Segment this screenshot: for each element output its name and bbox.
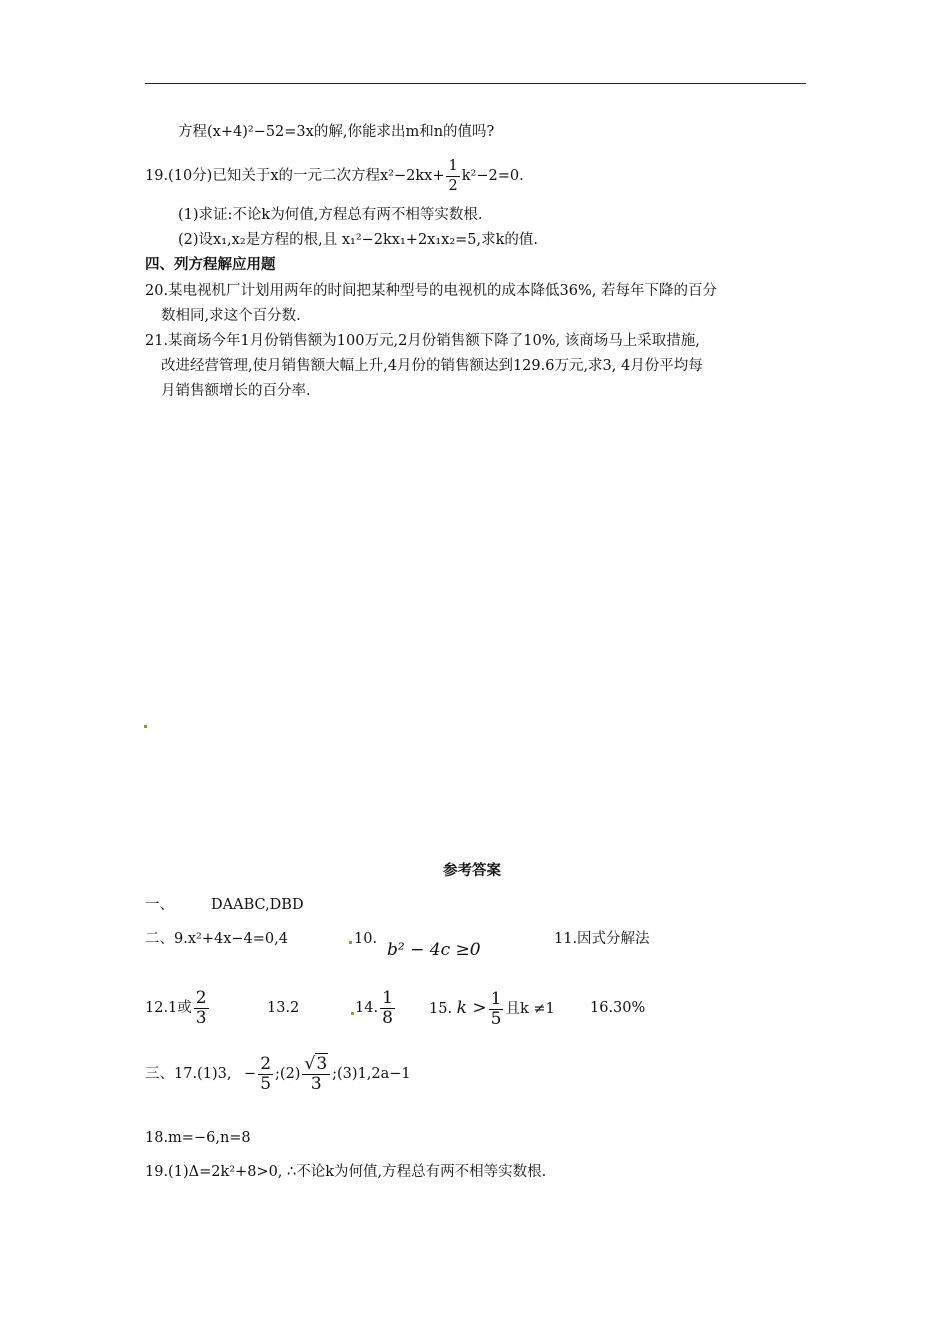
answer-17-f1-num: 2 — [260, 1053, 272, 1074]
answer-17-sqrt-arg: 3 — [316, 1053, 328, 1074]
answer-row1-value: DAABC,DBD — [211, 897, 304, 913]
answer-16: 16.30% — [590, 1000, 646, 1016]
q21-line3: 月销售额增长的百分率. — [161, 383, 311, 399]
answer-17 — [145, 1054, 411, 1094]
q19-part1: (1)求证:不论k为何值,方程总有两不相等实数根. — [178, 207, 483, 223]
q19-fraction — [446, 157, 459, 196]
answer-17-sqrt: √3 — [304, 1053, 328, 1074]
answer-12-fraction — [194, 989, 209, 1028]
answer-17-minus: − — [244, 1066, 257, 1082]
answer-15-fraction — [489, 990, 504, 1029]
q19-frac-num: 1 — [448, 157, 458, 174]
q21-line1: 21.某商场今年1月份销售额为100万元,2月份销售额下降了10%, 该商场马上采取措施, — [145, 333, 700, 349]
answer-row1-label: 一、 — [145, 897, 174, 913]
answers-title: 参考答案 — [443, 863, 501, 879]
answer-17-suffix: ;(3)1,2a−1 — [332, 1066, 411, 1082]
answer-10-label: 10. — [354, 931, 378, 947]
answer-15-label: 15. — [429, 1001, 453, 1017]
q19-stem-suffix: k²−2=0. — [461, 168, 524, 184]
answer-14-fraction — [380, 989, 395, 1028]
speck-mark — [349, 941, 352, 944]
answer-17-fraction1 — [258, 1055, 273, 1094]
header-rule — [145, 83, 806, 84]
answer-10-expr: b² − 4c ≥0 — [387, 940, 481, 960]
q19-stem — [145, 156, 524, 196]
answer-19: 19.(1)Δ=2k²+8>0, ∴不论k为何值,方程总有两不相等实数根. — [145, 1164, 547, 1180]
q20-line2: 数相同,求这个百分数. — [161, 308, 301, 324]
answer-9: 二、9.x²+4x−4=0,4 — [145, 931, 288, 947]
answer-13: 13.2 — [267, 1000, 300, 1016]
answer-17-mid: ;(2) — [275, 1066, 301, 1082]
answer-12 — [145, 988, 211, 1028]
speck-mark — [144, 725, 147, 728]
q21-line2: 改进经营管理,使月销售额大幅上升,4月份的销售额达到129.6万元,求3, 4月份平均每 — [161, 358, 703, 374]
answer-14-den: 8 — [382, 1007, 393, 1028]
answer-17-f1-den: 5 — [260, 1073, 272, 1094]
answer-12-num: 2 — [195, 987, 207, 1008]
speck-mark — [351, 1012, 354, 1015]
answer-12-den: 3 — [195, 1007, 207, 1028]
answer-18: 18.m=−6,n=8 — [145, 1130, 251, 1146]
answer-15-den: 5 — [490, 1008, 502, 1029]
q19-part2: (2)设x₁,x₂是方程的根,且 x₁²−2kx₁+2x₁x₂=5,求k的值. — [178, 232, 539, 248]
answer-15-num: 1 — [490, 988, 502, 1009]
q20-line1: 20.某电视机厂计划用两年的时间把某种型号的电视机的成本降低36%, 若每年下降的百分 — [145, 283, 718, 299]
q19-frac-den: 2 — [448, 177, 458, 194]
answer-14 — [355, 988, 397, 1028]
section4-title: 四、列方程解应用题 — [145, 257, 276, 273]
answer-15 — [429, 988, 555, 1029]
answer-15-suffix: 且k ≠1 — [505, 1001, 555, 1017]
answer-14-label: 14. — [355, 1000, 379, 1016]
answer-15-lhs: k > — [456, 998, 487, 1018]
answer-17-f2-den: 3 — [302, 1074, 330, 1094]
q19-stem-prefix: 19.(10分)已知关于x的一元二次方程x²−2kx+ — [145, 168, 445, 184]
answer-17-prefix: 三、17.(1)3, — [145, 1066, 232, 1082]
q18-tail: 方程(x+4)²−52=3x的解,你能求出m和n的值吗? — [178, 124, 495, 140]
answer-12-prefix: 12.1或 — [145, 1000, 192, 1016]
answer-17-fraction2 — [302, 1055, 330, 1094]
answer-11: 11.因式分解法 — [554, 931, 650, 947]
answer-14-num: 1 — [382, 987, 393, 1008]
